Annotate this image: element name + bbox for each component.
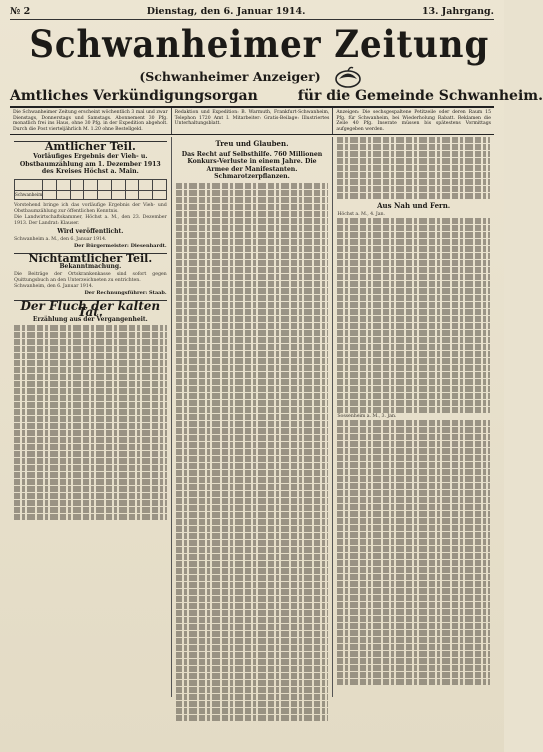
article-columns (10, 137, 494, 697)
motto (10, 88, 543, 104)
local-news-dateline-hoechst: Höchst a. M., 4. Jan. (337, 211, 385, 217)
column-2 (172, 137, 334, 697)
publisher-info-bar (10, 106, 494, 135)
serial-story-subtitle: Erzählung aus der Vergangenheit. (32, 315, 148, 323)
issue-number: № 2 (10, 6, 31, 17)
serial-story-body (14, 325, 167, 520)
editorial-headline: Treu und Glauben. (215, 139, 289, 149)
local-news-body-1 (337, 218, 490, 413)
announcement-place-date: Schwanheim, den 6. Januar 1914. (14, 283, 94, 289)
announcement-heading: Bekanntmachung. (59, 262, 122, 270)
notice-place-date: Schwanheim a. M., den 6. Januar 1914. (14, 236, 107, 242)
masthead-subtitle: (Schwanheimer Anzeiger) (139, 69, 321, 84)
livestock-census-headline: Vorläufiges Ergebnis der Vieh- u. Obstbaumzählung am 1. Dezember 1913 des Kreises Höchst a. Main. (19, 153, 161, 176)
census-signature: Die Landwirtschaftskammer, Höchst a. M., den 23. Dezember 1913. Der Landrat: Klauser. (14, 214, 167, 226)
census-table (14, 179, 167, 200)
advertising-info: Anzeigen: Die sechsgespaltene Petitzeile oder deren Raum 15 Pfg. für Schwanheim, bei Wiederholung Rabatt. Reklamen die Zeile 40 Pfg. Inserate müssen bis spätestens Vormittags aufgegeben werden. (336, 110, 492, 132)
treasurer-signature: Der Rechnungsführer: Staab. (84, 289, 167, 296)
editorial-subheadline: Das Recht auf Selbsthilfe. 760 Millionen Konkurs-Verluste in einem Jahre. Die Armee der Manifestanten. Schmarotzerpflanzen. (181, 150, 323, 181)
volume-number: 13. Jahrgang. (421, 6, 494, 17)
editorial-body (176, 183, 329, 721)
issue-date: Dienstag, den 6. Januar 1914. (146, 6, 306, 17)
census-table-row-label: Schwanheim (15, 190, 43, 199)
motto-right: für die Gemeinde Schwanheim. (297, 88, 543, 104)
swan-emblem-icon (331, 64, 365, 90)
masthead-subtitle-row (10, 64, 494, 90)
unofficial-section-heading: Nichtamtlicher Teil. (14, 253, 167, 262)
subscription-info: Die Schwanheimer Zeitung erscheint wöchentlich 3 mal und zwar Dienstags, Donnerstags und Samstags. Abonnement 30 Pfg. monatlich frei ins Haus, ohne 30 Pfg. in der Expedition abgeholt. Durch die Post vierteljährlich M. 1.20 ohne Bestellgeld. (10, 108, 172, 134)
local-news-dateline-sossenheim: Sossenheim a. M., 3. Jan. (337, 413, 397, 419)
census-paragraph: Vorstehend bringe ich das vorläufige Ergebnis der Vieh- und Obstbaumzählung zur öffentlichen Kenntnis. (14, 202, 167, 214)
column-1 (10, 137, 172, 697)
column-3-intro-body (337, 137, 490, 199)
serial-story-title: Der Fluch der kalten Tat. (14, 300, 167, 315)
local-news-heading: Aus Nah und Fern. (377, 201, 451, 211)
editorial-info: Redaktion und Expedition: B. Warmuth, Frankfurt-Schwanheim, Telephon 1720 Amt I. Mitarbeiter: Gratis-Beilage: Illustriertes Unterhaltungsblatt. (172, 108, 334, 134)
mayor-signature: Der Bürgermeister: Diesenhardt. (73, 242, 167, 249)
publication-notice: Wird veröffentlicht. (57, 227, 124, 235)
official-section-heading: Amtlicher Teil. (14, 141, 167, 150)
dateline (10, 6, 494, 20)
local-news-body-2 (337, 420, 490, 685)
motto-left: Amtliches Verkündigungsorgan (10, 88, 258, 104)
column-3 (333, 137, 494, 697)
masthead-title: Schwanheimer Zeitung (29, 22, 490, 66)
announcement-paragraph: Die Beiträge der Ortskrankenkasse sind sofort gegen Quittungsbuch an den Unterzeichneten zu entrichten. (14, 271, 167, 283)
